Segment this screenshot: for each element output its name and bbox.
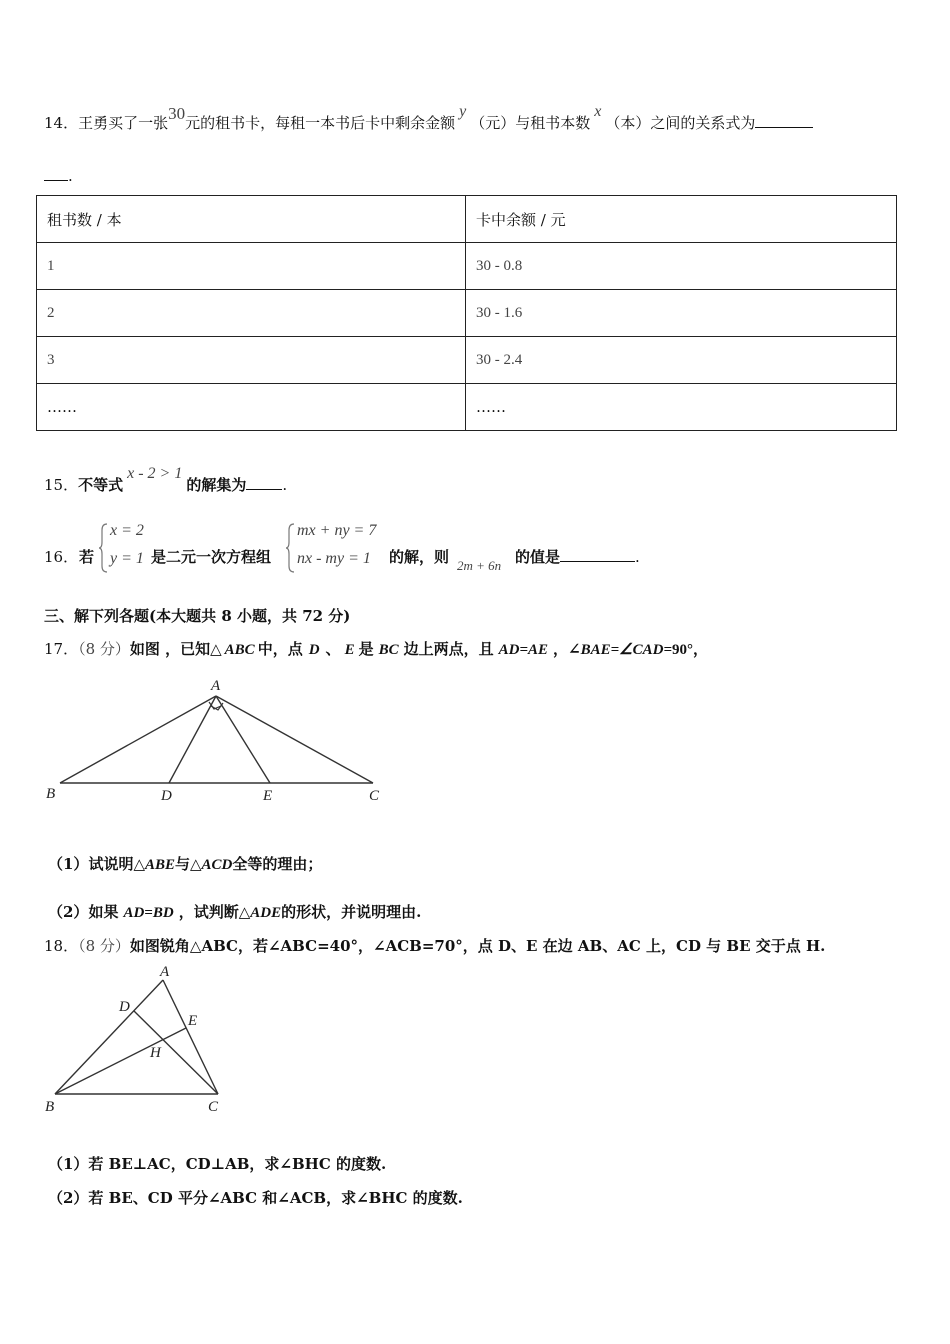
table-header-row — [37, 196, 897, 243]
table-cell: 30 - 1.6 — [466, 290, 897, 337]
table-cell: 30 - 2.4 — [466, 337, 897, 384]
q14-text-2: 元的租书卡，每租一本书后卡中剩余金额 — [185, 114, 456, 132]
table-row — [37, 337, 897, 384]
q18-label-e: E — [188, 1013, 198, 1029]
q17-part-1-abe: ABE — [144, 857, 175, 873]
q17-part-2-text-1: 如果 — [88, 903, 119, 921]
q17-label-b: B — [46, 786, 56, 802]
q17-number: 17． — [44, 640, 79, 658]
q17 — [44, 638, 708, 659]
q17-point-e: E — [344, 642, 355, 658]
q17-point-d: D — [308, 642, 320, 658]
q18-number: 18． — [44, 937, 79, 955]
table-header-cell: 租书数 / 本 — [37, 196, 466, 243]
q14-answer-blank-2 — [44, 166, 68, 181]
q17-text-4: 是 — [358, 640, 374, 658]
q18-label-b: B — [45, 1099, 55, 1115]
table-cell: …… — [466, 384, 897, 431]
table-cell: …… — [37, 384, 466, 431]
q17-label-e: E — [263, 788, 273, 804]
q18-label-c: C — [208, 1099, 219, 1115]
q14-text-3: （元）与租书本数 — [470, 114, 591, 132]
q17-part-2-number: （2） — [48, 903, 89, 921]
q17-label-a: A — [211, 678, 221, 694]
q14-var-y: y — [459, 103, 467, 120]
system-2-line-2: nx - my = 1 — [297, 550, 371, 567]
table-cell: 3 — [37, 337, 466, 384]
q14-text-1: 王勇买了一张 — [78, 114, 169, 132]
q14-blank-continued — [44, 166, 73, 185]
q17-condition-2: BAE=∠CAD= — [580, 642, 673, 658]
q16-expression: 2m + 6n — [457, 558, 502, 573]
q17-degrees: 90° — [672, 642, 694, 658]
q17-part-1-text-2: 与△ — [175, 855, 202, 873]
q18-label-h: H — [150, 1045, 161, 1061]
q15-answer-blank — [246, 475, 282, 490]
q15 — [44, 465, 288, 495]
q14 — [44, 103, 813, 133]
q17-label-d: D — [161, 788, 172, 804]
q15-text-1: 不等式 — [78, 476, 124, 494]
q17-part-1-text-1: 试说明△ — [88, 855, 145, 873]
table-row — [37, 384, 897, 431]
table-row — [37, 243, 897, 290]
q16-text-4: 的值是 — [515, 548, 561, 566]
q17-text-7: ， — [693, 640, 709, 658]
q17-text-3: 、 — [325, 640, 341, 658]
q16-text-1: 若 — [79, 548, 95, 566]
q17-part-1-text-3: 全等的理由； — [232, 855, 323, 873]
q18-part-2: （2）若 BE、CD 平分∠ABC 和∠ACB，求∠BHC 的度数. — [48, 1189, 463, 1207]
q17-part-1-number: （1） — [48, 855, 89, 873]
q16-answer-blank — [560, 547, 635, 562]
q17-text-6: ，∠ — [553, 640, 581, 658]
system-2-brace-icon — [286, 522, 296, 574]
system-2-line-1: mx + ny = 7 — [297, 522, 377, 539]
system-1-line-1: x = 2 — [110, 522, 144, 539]
q16-text-3: 的解，则 — [389, 548, 450, 566]
q16-number: 16． — [44, 548, 79, 566]
q17-part-1 — [48, 853, 322, 874]
q17-part-2-condition: AD=BD — [123, 905, 174, 921]
section-3-heading: 三、解下列各题(本大题共 8 小题，共 72 分) — [44, 607, 351, 625]
q14-answer-blank — [755, 113, 813, 128]
q14-var-x: x — [594, 103, 602, 120]
q17-triangle-figure — [40, 676, 390, 808]
q15-tail: . — [282, 476, 288, 494]
q15-expression: x - 2 > 1 — [127, 465, 183, 482]
q17-text-2: 中，点 — [257, 640, 303, 658]
q18 — [44, 935, 825, 956]
q14-number: 14． — [44, 114, 79, 132]
q16-tail: . — [635, 548, 640, 566]
q14-value-30: 30 — [168, 104, 186, 123]
q17-text-1: 如图 ，已知△ — [129, 640, 222, 658]
table-header-cell: 卡中余额 / 元 — [466, 196, 897, 243]
q16-text-2: 是二元一次方程组 — [151, 548, 272, 566]
table-cell: 1 — [37, 243, 466, 290]
q17-condition-1: AD=AE — [498, 642, 549, 658]
q15-text-2: 的解集为 — [186, 476, 247, 494]
q16-tail-group — [515, 546, 640, 567]
q17-part-2-ade: ADE — [250, 905, 282, 921]
q18-part-1: （1）若 BE⊥AC，CD⊥AB，求∠BHC 的度数. — [48, 1155, 387, 1173]
q17-bc: BC — [378, 642, 399, 658]
q15-number: 15． — [44, 476, 79, 494]
q17-part-2-text-2: ，试判断△ — [178, 903, 251, 921]
q17-abc: ABC — [224, 642, 255, 658]
q17-part-2 — [48, 901, 421, 922]
table-row — [37, 290, 897, 337]
q17-score: （8 分） — [78, 640, 130, 658]
q14-text-4: （本）之间的关系式为 — [605, 114, 756, 132]
q17-part-1-acd: ACD — [201, 857, 233, 873]
q18-text: 如图锐角△ABC，若∠ABC=40°，∠ACB=70°，点 D、E 在边 AB、AC 上，CD 与 BE 交于点 H. — [129, 937, 826, 955]
q18-label-d: D — [119, 999, 130, 1015]
table-cell: 2 — [37, 290, 466, 337]
q17-label-c: C — [369, 788, 380, 804]
table-cell: 30 - 0.8 — [466, 243, 897, 290]
q18-triangle-figure — [40, 962, 240, 1122]
q17-text-5: 边上两点，且 — [403, 640, 494, 658]
system-1-line-2: y = 1 — [110, 550, 144, 567]
q17-part-2-text-3: 的形状，并说明理由. — [281, 903, 422, 921]
rental-table — [36, 195, 897, 431]
q18-score: （8 分） — [78, 937, 130, 955]
q18-label-a: A — [160, 964, 170, 980]
system-1-brace-icon — [99, 522, 109, 574]
q14-tail: . — [68, 167, 73, 185]
